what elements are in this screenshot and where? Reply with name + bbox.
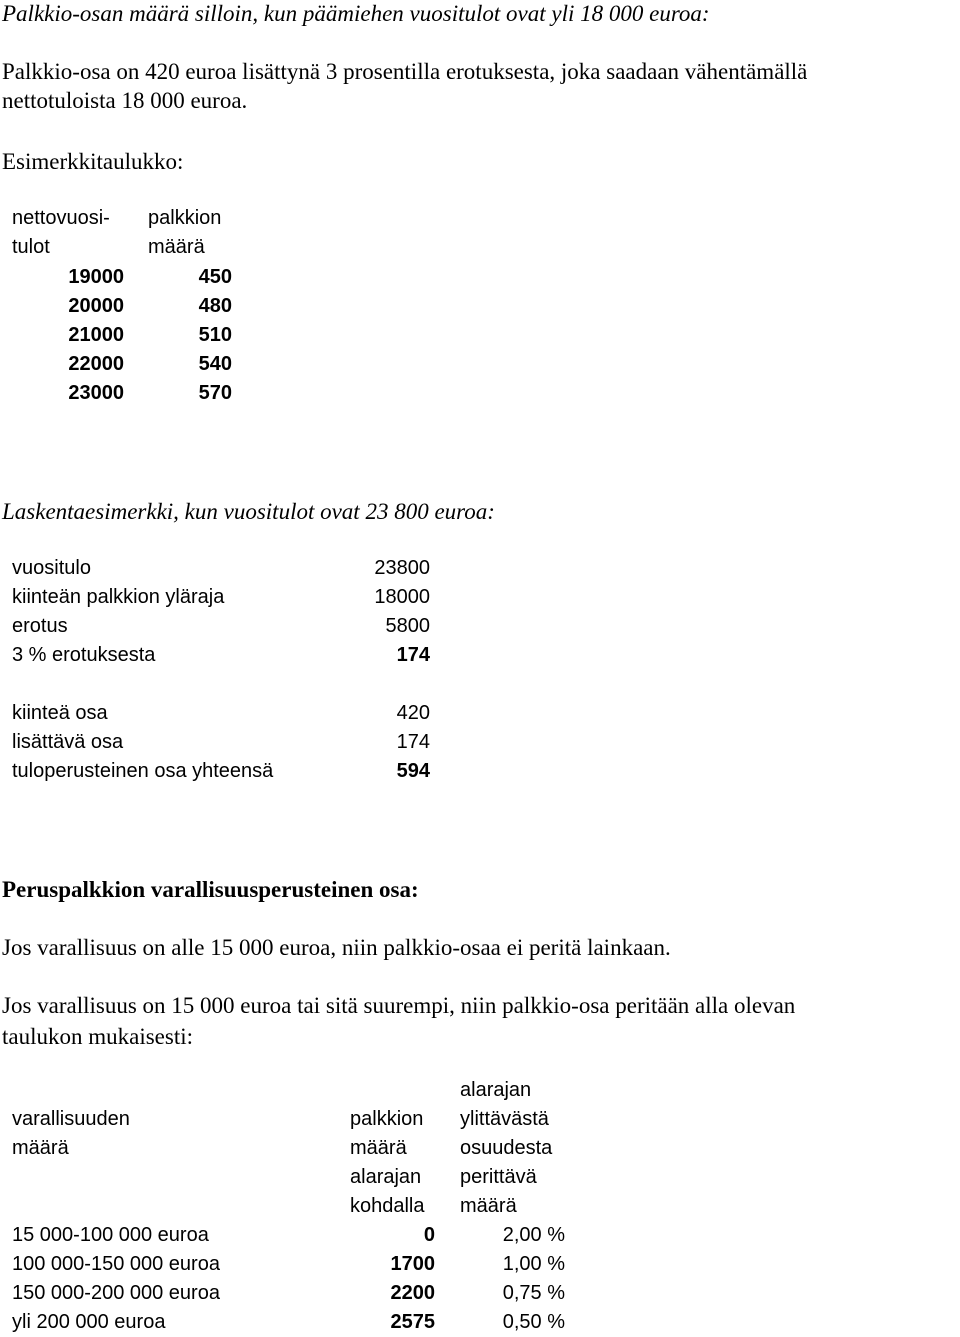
header-line: määrä (350, 1137, 407, 1159)
calc-value: 18000 (374, 586, 430, 608)
calc-label: tuloperusteinen osa yhteensä (12, 760, 274, 782)
paragraph-line: Jos varallisuus on 15 000 euroa tai sitä suurempi, niin palkkio-osa peritään alla olevan (2, 993, 796, 1018)
table-cell: 1700 (390, 1253, 435, 1275)
calc-label: kiinteän palkkion yläraja (12, 586, 225, 608)
section-heading: Palkkio-osan määrä silloin, kun päämiehen vuositulot ovat yli 18 000 euroa: (2, 1, 710, 26)
calc-label: erotus (12, 615, 68, 637)
table-cell: 21000 (68, 324, 124, 346)
table-cell: 23000 (68, 382, 124, 404)
section-heading: Peruspalkkion varallisuusperusteinen osa: (2, 877, 419, 902)
header-line: ylittävästä (460, 1108, 549, 1130)
header-line: kohdalla (350, 1195, 425, 1217)
paragraph-line: Palkkio-osa on 420 euroa lisättynä 3 prosentilla erotuksesta, joka saadaan vähentämällä (2, 59, 808, 84)
calc-label: 3 % erotuksesta (12, 644, 156, 666)
table-cell: 19000 (68, 266, 124, 288)
header-line: alarajan (350, 1166, 422, 1188)
table-cell: 150 000-200 000 euroa (12, 1282, 220, 1304)
header-line: alarajan (460, 1079, 532, 1101)
example-label: Esimerkkitaulukko: (2, 149, 184, 174)
calc-value: 174 (396, 731, 430, 753)
table-cell: 480 (198, 295, 232, 317)
table-cell: 2200 (390, 1282, 435, 1304)
table-cell: 20000 (68, 295, 124, 317)
table-cell: 450 (198, 266, 232, 288)
header-line: määrä (12, 1137, 69, 1159)
header-line: määrä (148, 236, 205, 258)
calc-label: vuositulo (12, 557, 91, 579)
table-header-nettovuositulot (12, 204, 110, 262)
table-header-perittava-maara (460, 1076, 552, 1221)
paragraph: Jos varallisuus on alle 15 000 euroa, niin palkkio-osaa ei peritä lainkaan. (2, 935, 671, 960)
table-cell: 2575 (390, 1311, 435, 1333)
header-line: määrä (460, 1195, 517, 1217)
calc-label: lisättävä osa (12, 731, 124, 753)
table-cell: 2,00 % (502, 1224, 565, 1246)
header-line: osuudesta (460, 1137, 553, 1159)
table-cell: 0,75 % (502, 1282, 565, 1304)
calc-label: kiinteä osa (12, 702, 108, 724)
table-cell: 1,00 % (502, 1253, 565, 1275)
table-cell: 0 (423, 1224, 435, 1246)
table-cell: 0,50 % (502, 1311, 565, 1333)
calc-value: 174 (396, 644, 430, 666)
calc-heading: Laskentaesimerkki, kun vuositulot ovat 23 800 euroa: (2, 499, 495, 524)
table-cell: 22000 (68, 353, 124, 375)
table-cell: 100 000-150 000 euroa (12, 1253, 220, 1275)
header-line: palkkion (350, 1108, 424, 1130)
header-line: nettovuosi- (12, 207, 110, 229)
table-cell: 510 (198, 324, 232, 346)
table-cell: yli 200 000 euroa (12, 1311, 166, 1333)
header-line: perittävä (460, 1166, 537, 1188)
calc-value: 594 (396, 760, 430, 782)
paragraph-line: nettotuloista 18 000 euroa. (2, 88, 248, 113)
header-line: tulot (12, 236, 50, 258)
calc-value: 420 (396, 702, 430, 724)
table-cell: 15 000-100 000 euroa (12, 1224, 209, 1246)
header-line: palkkion (148, 207, 222, 229)
table-header-palkkion-maara (350, 1105, 425, 1221)
calc-value: 23800 (374, 557, 430, 579)
calc-value: 5800 (385, 615, 430, 637)
table-header-palkkion-maara (148, 204, 221, 262)
paragraph-line: taulukon mukaisesti: (2, 1024, 194, 1049)
table-header-varallisuuden-maara (12, 1105, 130, 1163)
table-cell: 540 (198, 353, 232, 375)
header-line: varallisuuden (12, 1108, 130, 1130)
table-cell: 570 (198, 382, 232, 404)
